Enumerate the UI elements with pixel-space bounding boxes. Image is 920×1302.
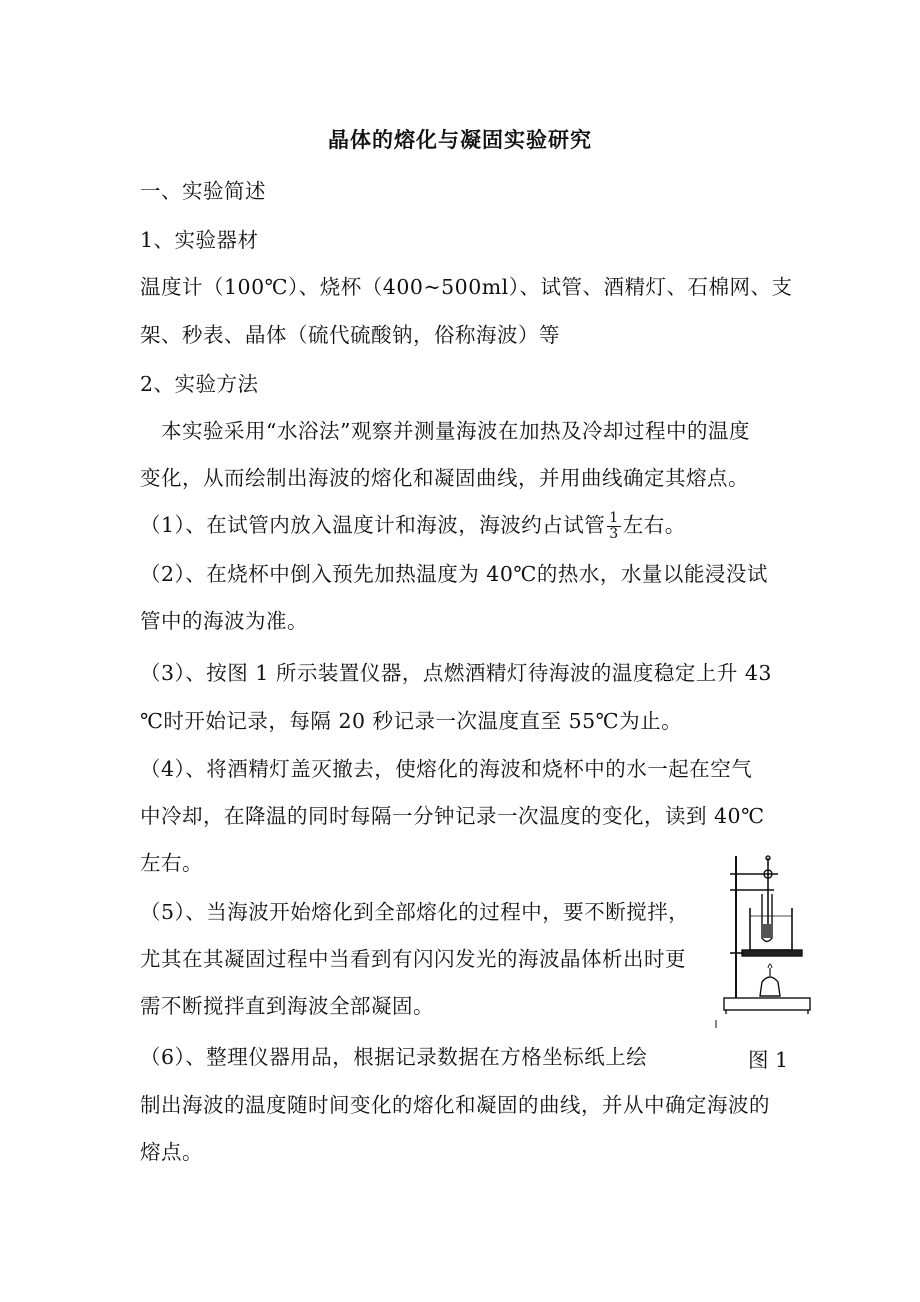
apparatus-figure <box>712 850 816 1030</box>
step-1-suffix: 左右。 <box>622 513 686 537</box>
fraction-denominator: 3 <box>609 526 619 542</box>
subsection-heading-method: 2、实验方法 <box>140 372 259 396</box>
step-5-line-2: 尤其在其凝固过程中当看到有闪闪发光的海波晶体析出时更 <box>140 947 686 971</box>
equipment-line-1: 温度计（100℃）、烧杯（400~500ml）、试管、酒精灯、石棉网、支 <box>140 275 793 299</box>
step-6-line-1: （6）、整理仪器用品，根据记录数据在方格坐标纸上绘 <box>140 1045 648 1069</box>
step-5-line-1: （5）、当海波开始熔化到全部熔化的过程中，要不断搅拌， <box>140 900 690 924</box>
section-heading: 一、实验简述 <box>140 179 266 203</box>
wire-gauze <box>742 950 802 956</box>
alcohol-lamp <box>760 977 780 996</box>
equipment-line-2: 架、秒表、晶体（硫代硫酸钠，俗称海波）等 <box>140 323 560 347</box>
step-2-line-2: 管中的海波为准。 <box>140 609 308 633</box>
figure-caption: 图 1 <box>748 1048 789 1072</box>
step-1 <box>140 508 686 542</box>
intro-line-2: 变化，从而绘制出海波的熔化和凝固曲线，并用曲线确定其熔点。 <box>140 466 749 490</box>
step-6-line-3: 熔点。 <box>140 1140 203 1164</box>
step-3-line-1: （3）、按图 1 所示装置仪器，点燃酒精灯待海波的温度稳定上升 43 <box>140 661 772 685</box>
step-1-text: （1）、在试管内放入温度计和海波，海波约占试管 <box>140 513 606 537</box>
fraction-numerator: 1 <box>609 510 619 526</box>
step-4-line-1: （4）、将酒精灯盖灭撤去，使熔化的海波和烧杯中的水一起在空气 <box>140 757 753 781</box>
fraction-one-third <box>607 511 620 542</box>
document-title: 晶体的熔化与凝固实验研究 <box>328 127 592 152</box>
step-5-line-3: 需不断搅拌直到海波全部凝固。 <box>140 994 434 1018</box>
step-4-line-2: 中冷却，在降温的同时每隔一分钟记录一次温度的变化，读到 40℃ <box>140 804 765 828</box>
subsection-heading-equipment: 1、实验器材 <box>140 228 259 252</box>
stand-base <box>724 998 810 1010</box>
step-4-line-3: 左右。 <box>140 851 203 875</box>
step-3-line-2: ℃时开始记录，每隔 20 秒记录一次温度直至 55℃为止。 <box>140 709 683 733</box>
step-2-line-1: （2）、在烧杯中倒入预先加热温度为 40℃的热水，水量以能浸没试 <box>140 562 768 586</box>
flame <box>768 964 772 968</box>
intro-line-1: 本实验采用“水浴法”观察并测量海波在加热及冷却过程中的温度 <box>161 419 750 443</box>
step-6-line-2: 制出海波的温度随时间变化的熔化和凝固的曲线，并从中确定海波的 <box>140 1093 770 1117</box>
